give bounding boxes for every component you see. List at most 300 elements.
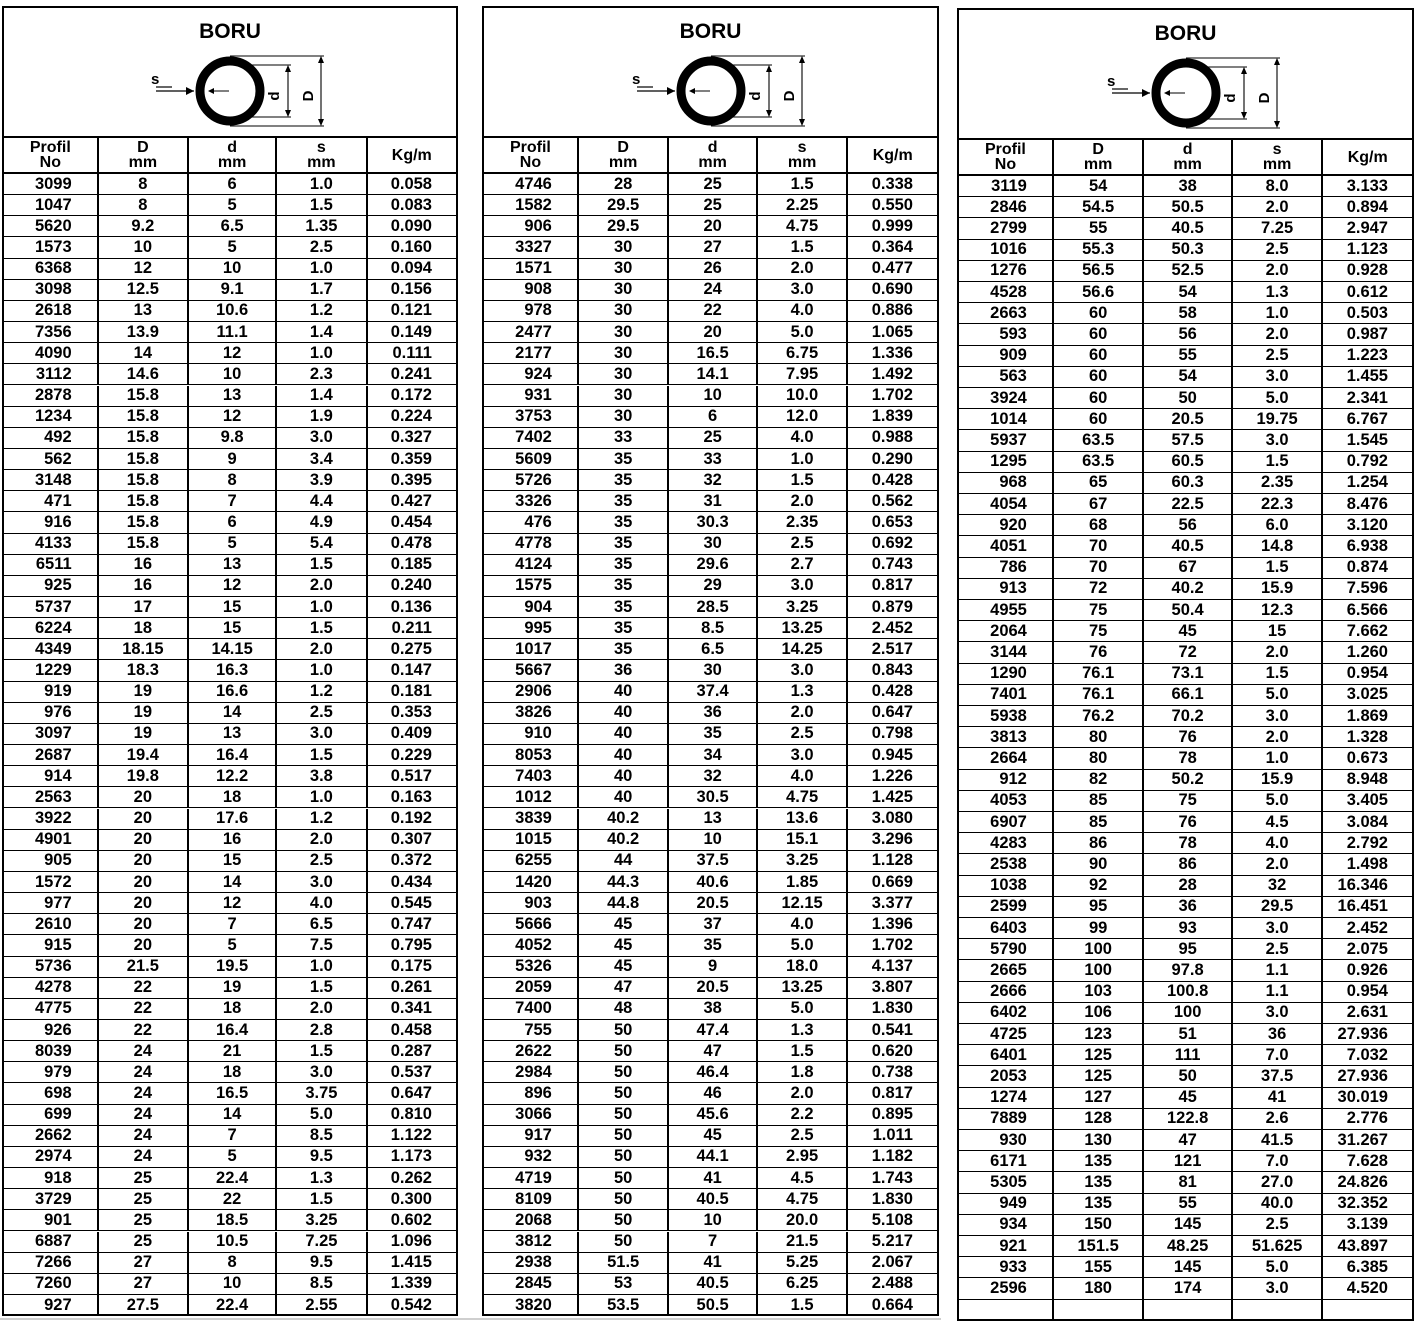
cell-inner-diameter: 12: [187, 407, 275, 427]
bottom-divider: [0, 1318, 941, 1320]
cell-weight-per-meter: 0.562: [846, 491, 937, 511]
cell-outer-diameter: 76.2: [1052, 706, 1143, 726]
pipe-cross-section-diagram: [627, 48, 827, 133]
table-row: [959, 240, 1412, 261]
cell-wall-thickness: 8.5: [275, 1274, 365, 1294]
column-header-line: mm: [1262, 156, 1292, 173]
column-header-line: s: [797, 139, 807, 156]
cell-weight-per-meter: 2.452: [1321, 918, 1412, 938]
diagram-label-s: s: [1107, 73, 1116, 90]
cell-inner-diameter: 15: [187, 597, 275, 617]
cell-weight-per-meter: 0.988: [846, 428, 937, 448]
cell-inner-diameter: 122.8: [1142, 1109, 1230, 1129]
cell-outer-diameter: 180: [1052, 1278, 1143, 1298]
cell-wall-thickness: 6.75: [756, 343, 847, 363]
cell-weight-per-meter: 27.936: [1321, 1024, 1412, 1044]
cell-inner-diameter: 13: [187, 724, 275, 744]
cell-profil-no: 755: [524, 1020, 552, 1039]
table-row: [484, 957, 937, 978]
cell-inner-diameter: 97.8: [1142, 960, 1230, 980]
cell-weight-per-meter: 0.434: [366, 872, 456, 892]
cell-outer-diameter: 130: [1052, 1130, 1143, 1150]
cell-outer-diameter: 25: [97, 1232, 187, 1252]
column-header-outer-diameter: [577, 138, 668, 172]
table-row: [4, 703, 456, 724]
cell-wall-thickness: 2.5: [1231, 240, 1322, 260]
column-header-line: No: [519, 154, 542, 171]
cell-profil-no: 3729: [34, 1189, 72, 1208]
cell-profil-no: 2059: [515, 978, 552, 997]
cell-outer-diameter: 18.3: [97, 660, 187, 680]
cell-wall-thickness: 1.5: [756, 237, 847, 257]
diagram-holder: [1102, 50, 1302, 140]
cell-outer-diameter: 35: [577, 639, 668, 659]
cell-profil-no: 904: [524, 597, 552, 616]
cell-wall-thickness: 1.5: [756, 470, 847, 490]
cell-wall-thickness: 15: [1231, 621, 1322, 641]
cell-outer-diameter: 53: [577, 1274, 668, 1294]
cell-inner-diameter: 76: [1142, 812, 1230, 832]
cell-inner-diameter: 16.4: [187, 745, 275, 765]
cell-weight-per-meter: 0.427: [366, 491, 456, 511]
cell-wall-thickness: 2.5: [1231, 1215, 1322, 1235]
cell-outer-diameter: 35: [577, 534, 668, 554]
cell-weight-per-meter: 0.240: [366, 576, 456, 596]
cell-weight-per-meter: 7.596: [1321, 579, 1412, 599]
cell-weight-per-meter: 8.948: [1321, 770, 1412, 790]
cell-weight-per-meter: 1.065: [846, 322, 937, 342]
cell-inner-diameter: 25: [667, 174, 755, 194]
cell-inner-diameter: 5: [187, 195, 275, 215]
cell-profil-no: 4528: [990, 282, 1027, 301]
table-body: [484, 174, 937, 1316]
panel-title: BORU: [1154, 22, 1217, 45]
cell-weight-per-meter: 0.747: [366, 914, 456, 934]
cell-outer-diameter: 40: [577, 766, 668, 786]
cell-outer-diameter: 36: [577, 660, 668, 680]
table-row: [484, 449, 937, 470]
table-row: [484, 428, 937, 449]
cell-inner-diameter: 40.6: [667, 872, 755, 892]
table-row: [959, 621, 1412, 642]
cell-profil-no: 977: [44, 893, 72, 912]
cell-weight-per-meter: 8.476: [1321, 494, 1412, 514]
cell-weight-per-meter: 1.415: [366, 1253, 456, 1273]
cell-wall-thickness: 5.0: [1231, 685, 1322, 705]
cell-weight-per-meter: 3.025: [1321, 685, 1412, 705]
table-row: [4, 935, 456, 956]
cell-weight-per-meter: 0.669: [846, 872, 937, 892]
table-row: [4, 639, 456, 660]
cell-outer-diameter: 68: [1052, 515, 1143, 535]
cell-wall-thickness: 1.5: [275, 978, 365, 998]
boru-table-panel: [957, 8, 1414, 1321]
cell-weight-per-meter: 1.743: [846, 1168, 937, 1188]
column-header-line: mm: [217, 154, 247, 171]
table-row: [484, 1020, 937, 1041]
cell-inner-diameter: 18: [187, 999, 275, 1019]
cell-profil-no: 2845: [515, 1274, 552, 1293]
cell-inner-diameter: 45: [667, 1126, 755, 1146]
table-row: [4, 978, 456, 999]
cell-profil-no: 8053: [515, 745, 552, 764]
cell-weight-per-meter: 2.631: [1321, 1003, 1412, 1023]
cell-profil-no: 1420: [515, 872, 552, 891]
cell-outer-diameter: 44: [577, 851, 668, 871]
cell-weight-per-meter: 1.011: [846, 1126, 937, 1146]
cell-wall-thickness: 3.8: [275, 766, 365, 786]
cell-wall-thickness: 1.4: [275, 322, 365, 342]
cell-weight-per-meter: 0.879: [846, 597, 937, 617]
cell-weight-per-meter: 3.405: [1321, 791, 1412, 811]
cell-wall-thickness: 4.0: [275, 893, 365, 913]
cell-inner-diameter: 22: [187, 1189, 275, 1209]
cell-weight-per-meter: 1.254: [1321, 473, 1412, 493]
cell-profil-no: 7266: [34, 1253, 72, 1272]
table-row: [959, 982, 1412, 1003]
cell-outer-diameter: 40: [577, 682, 668, 702]
cell-profil-no: 699: [44, 1105, 72, 1124]
table-row: [959, 1236, 1412, 1257]
cell-weight-per-meter: 3.133: [1321, 176, 1412, 196]
diagram-holder: [146, 48, 346, 138]
cell-profil-no: 3813: [990, 727, 1027, 746]
table-row: [484, 1232, 937, 1253]
cell-weight-per-meter: 0.163: [366, 787, 456, 807]
table-row: [4, 555, 456, 576]
cell-wall-thickness: 2.0: [1231, 324, 1322, 344]
cell-wall-thickness: 1.0: [275, 957, 365, 977]
cell-wall-thickness: 4.5: [756, 1168, 847, 1188]
cell-weight-per-meter: 1.182: [846, 1147, 937, 1167]
table-row: [959, 579, 1412, 600]
cell-profil-no: 978: [524, 301, 552, 320]
table-row: [959, 1130, 1412, 1151]
table-row: [959, 1003, 1412, 1024]
cell-outer-diameter: 55.3: [1052, 240, 1143, 260]
cell-weight-per-meter: 0.792: [1321, 452, 1412, 472]
cell-weight-per-meter: 3.084: [1321, 812, 1412, 832]
table-row: [959, 812, 1412, 833]
column-header-wall-thickness: [1231, 140, 1322, 174]
table-row: [484, 1295, 937, 1316]
cell-inner-diameter: 16.5: [187, 1083, 275, 1103]
table-row: [959, 897, 1412, 918]
cell-weight-per-meter: 0.224: [366, 407, 456, 427]
cell-inner-diameter: 12.2: [187, 766, 275, 786]
cell-wall-thickness: 19.75: [1231, 409, 1322, 429]
cell-profil-no: 925: [44, 576, 72, 595]
cell-inner-diameter: 26: [667, 259, 755, 279]
cell-profil-no: 7356: [34, 322, 72, 341]
table-row: [484, 470, 937, 491]
cell-outer-diameter: 18.15: [97, 639, 187, 659]
cell-weight-per-meter: 0.738: [846, 1062, 937, 1082]
cell-wall-thickness: 1.1: [1231, 960, 1322, 980]
table-row: [484, 1041, 937, 1062]
table-row: [4, 1253, 456, 1274]
cell-inner-diameter: 31: [667, 491, 755, 511]
cell-profil-no: 7401: [990, 685, 1027, 704]
cell-inner-diameter: 50.2: [1142, 770, 1230, 790]
cell-profil-no: 1582: [515, 195, 552, 214]
cell-profil-no: 7400: [515, 999, 552, 1018]
cell-wall-thickness: 4.0: [756, 428, 847, 448]
column-header-outer-diameter: [97, 138, 187, 172]
table-row: [959, 918, 1412, 939]
cell-outer-diameter: 35: [577, 597, 668, 617]
cell-profil-no: 2687: [34, 745, 72, 764]
cell-outer-diameter: 151.5: [1052, 1236, 1143, 1256]
cell-wall-thickness: 8.0: [1231, 176, 1322, 196]
cell-weight-per-meter: 0.181: [366, 682, 456, 702]
table-row: [959, 600, 1412, 621]
cell-wall-thickness: 1.0: [1231, 303, 1322, 323]
cell-wall-thickness: 1.0: [275, 174, 365, 194]
cell-wall-thickness: 1.9: [275, 407, 365, 427]
cell-outer-diameter: 8: [97, 174, 187, 194]
cell-weight-per-meter: 0.287: [366, 1041, 456, 1061]
cell-weight-per-meter: 43.897: [1321, 1236, 1412, 1256]
cell-weight-per-meter: 0.262: [366, 1168, 456, 1188]
cell-outer-diameter: 27: [97, 1253, 187, 1273]
cell-profil-no: 5305: [990, 1172, 1027, 1191]
cell-profil-no: 2662: [34, 1126, 72, 1145]
cell-weight-per-meter: 0.458: [366, 1020, 456, 1040]
cell-outer-diameter: 60: [1052, 367, 1143, 387]
cell-inner-diameter: 20: [667, 216, 755, 236]
cell-weight-per-meter: 0.338: [846, 174, 937, 194]
cell-profil-no: 2622: [515, 1041, 552, 1060]
cell-profil-no: 995: [524, 618, 552, 637]
cell-profil-no: 931: [524, 386, 552, 405]
table-row: [4, 1126, 456, 1147]
cell-outer-diameter: 40.2: [577, 830, 668, 850]
cell-weight-per-meter: 1.702: [846, 386, 937, 406]
table-row: [484, 1083, 937, 1104]
cell-weight-per-meter: 0.149: [366, 322, 456, 342]
cell-profil-no: 908: [524, 280, 552, 299]
cell-weight-per-meter: 0.058: [366, 174, 456, 194]
column-header-line: Kg/m: [1347, 148, 1388, 166]
cell-wall-thickness: 3.0: [1231, 1278, 1322, 1298]
cell-wall-thickness: 1.2: [275, 809, 365, 829]
cell-profil-no: 4746: [515, 174, 552, 193]
cell-inner-diameter: 10: [667, 1210, 755, 1230]
column-header-line: mm: [608, 154, 638, 171]
cell-weight-per-meter: 24.826: [1321, 1172, 1412, 1192]
cell-inner-diameter: 50: [1142, 1066, 1230, 1086]
cell-inner-diameter: 8.5: [667, 618, 755, 638]
cell-outer-diameter: 30: [577, 386, 668, 406]
cell-profil-no: 4052: [515, 935, 552, 954]
cell-profil-no: 2664: [990, 748, 1027, 767]
cell-wall-thickness: 4.0: [1231, 833, 1322, 853]
cell-inner-diameter: 15: [187, 618, 275, 638]
cell-weight-per-meter: 2.792: [1321, 833, 1412, 853]
cell-wall-thickness: 15.9: [1231, 770, 1322, 790]
cell-inner-diameter: 25: [667, 195, 755, 215]
cell-weight-per-meter: 6.385: [1321, 1257, 1412, 1277]
cell-inner-diameter: 30.3: [667, 512, 755, 532]
cell-weight-per-meter: 0.211: [366, 618, 456, 638]
cell-weight-per-meter: 0.954: [1321, 982, 1412, 1002]
column-header-row: [484, 138, 937, 174]
cell-outer-diameter: 24: [97, 1147, 187, 1167]
cell-outer-diameter: 60: [1052, 303, 1143, 323]
cell-inner-diameter: 22.4: [187, 1168, 275, 1188]
cell-outer-diameter: 100: [1052, 939, 1143, 959]
table-row: [484, 660, 937, 681]
cell-outer-diameter: 15.8: [97, 512, 187, 532]
cell-profil-no: 7889: [990, 1109, 1027, 1128]
cell-wall-thickness: 3.0: [1231, 367, 1322, 387]
cell-inner-diameter: 45: [1142, 621, 1230, 641]
cell-inner-diameter: 14.15: [187, 639, 275, 659]
cell-outer-diameter: 45: [577, 914, 668, 934]
cell-weight-per-meter: 0.083: [366, 195, 456, 215]
cell-wall-thickness: 1.0: [275, 660, 365, 680]
cell-profil-no: 3119: [991, 176, 1027, 195]
cell-inner-diameter: 20.5: [1142, 409, 1230, 429]
table-row: [4, 787, 456, 808]
cell-profil-no: 903: [524, 893, 552, 912]
cell-profil-no: 2618: [34, 301, 72, 320]
cell-inner-diameter: 9: [187, 449, 275, 469]
cell-wall-thickness: 5.0: [756, 999, 847, 1019]
table-row: [959, 876, 1412, 897]
cell-wall-thickness: 2.5: [275, 703, 365, 723]
cell-inner-diameter: 45.6: [667, 1105, 755, 1125]
cell-outer-diameter: 35: [577, 576, 668, 596]
cell-inner-diameter: 20.5: [667, 893, 755, 913]
cell-wall-thickness: 1.7: [275, 280, 365, 300]
column-header-line: s: [316, 139, 326, 156]
cell-inner-diameter: 50: [1142, 388, 1230, 408]
table-row: [4, 682, 456, 703]
table-row: [4, 195, 456, 216]
table-row: [484, 1147, 937, 1168]
cell-profil-no: 2610: [34, 914, 72, 933]
cell-weight-per-meter: 0.653: [846, 512, 937, 532]
table-row: [484, 914, 937, 935]
cell-wall-thickness: 1.5: [756, 1041, 847, 1061]
cell-inner-diameter: 100: [1142, 1003, 1230, 1023]
cell-profil-no: 896: [524, 1084, 552, 1102]
column-header-inner-diameter: [1142, 140, 1230, 174]
table-row: [4, 364, 456, 385]
cell-outer-diameter: 47: [577, 978, 668, 998]
cell-outer-diameter: 35: [577, 555, 668, 575]
cell-inner-diameter: 55: [1142, 346, 1230, 366]
cell-weight-per-meter: 7.032: [1321, 1045, 1412, 1065]
cell-outer-diameter: 99: [1052, 918, 1143, 938]
cell-wall-thickness: 3.25: [756, 851, 847, 871]
cell-outer-diameter: 27: [97, 1274, 187, 1294]
cell-wall-thickness: 2.5: [1231, 346, 1322, 366]
cell-inner-diameter: 37.5: [667, 851, 755, 871]
cell-outer-diameter: 15.8: [97, 386, 187, 406]
cell-wall-thickness: 1.5: [1231, 452, 1322, 472]
cell-outer-diameter: 10: [97, 237, 187, 257]
cell-outer-diameter: 29.5: [577, 195, 668, 215]
cell-wall-thickness: 3.0: [756, 745, 847, 765]
cell-weight-per-meter: 6.566: [1321, 600, 1412, 620]
cell-inner-diameter: 46: [667, 1083, 755, 1103]
cell-wall-thickness: 13.25: [756, 618, 847, 638]
cell-profil-no: 4901: [34, 830, 72, 849]
cell-outer-diameter: 30: [577, 301, 668, 321]
cell-wall-thickness: 2.5: [275, 851, 365, 871]
cell-outer-diameter: 123: [1052, 1024, 1143, 1044]
cell-wall-thickness: 4.4: [275, 491, 365, 511]
column-header-line: mm: [1083, 156, 1113, 173]
cell-outer-diameter: 60: [1052, 346, 1143, 366]
cell-profil-no: 8109: [515, 1189, 552, 1208]
cell-inner-diameter: 12: [187, 343, 275, 363]
cell-weight-per-meter: 3.080: [846, 809, 937, 829]
cell-wall-thickness: 2.0: [1231, 727, 1322, 747]
cell-outer-diameter: 16: [97, 555, 187, 575]
cell-inner-diameter: 55: [1142, 1194, 1230, 1214]
cell-outer-diameter: 85: [1052, 791, 1143, 811]
table-row: [484, 978, 937, 999]
cell-outer-diameter: 80: [1052, 727, 1143, 747]
cell-wall-thickness: 2.0: [756, 1083, 847, 1103]
cell-weight-per-meter: 1.830: [846, 1189, 937, 1209]
table-row: [4, 1295, 456, 1316]
cell-weight-per-meter: 0.229: [366, 745, 456, 765]
table-row: [484, 407, 937, 428]
cell-profil-no: 2974: [34, 1147, 72, 1166]
cell-weight-per-meter: 0.817: [846, 576, 937, 596]
cell-inner-diameter: 6.5: [187, 216, 275, 236]
table-row: [4, 851, 456, 872]
table-row: [484, 1253, 937, 1274]
table-row: [959, 939, 1412, 960]
cell-wall-thickness: 2.0: [275, 576, 365, 596]
cell-weight-per-meter: 3.296: [846, 830, 937, 850]
cell-weight-per-meter: 1.869: [1321, 706, 1412, 726]
boru-table-panel: [2, 6, 458, 1316]
table-row: [959, 791, 1412, 812]
table-row: [484, 364, 937, 385]
cell-inner-diameter: 40.5: [1142, 536, 1230, 556]
cell-wall-thickness: 5.0: [756, 322, 847, 342]
table-row: [4, 872, 456, 893]
table-row: [484, 745, 937, 766]
cell-inner-diameter: 22: [667, 301, 755, 321]
table-row: [484, 639, 937, 660]
cell-inner-diameter: 20.5: [667, 978, 755, 998]
cell-profil-no: 1573: [34, 238, 72, 256]
cell-wall-thickness: 2.0: [275, 830, 365, 850]
cell-inner-diameter: 35: [667, 724, 755, 744]
cell-inner-diameter: 21: [187, 1041, 275, 1061]
table-row: [4, 1210, 456, 1231]
cell-wall-thickness: 29.5: [1231, 897, 1322, 917]
cell-wall-thickness: 3.0: [275, 1062, 365, 1082]
cell-outer-diameter: [1052, 1300, 1143, 1321]
cell-inner-diameter: 50.3: [1142, 240, 1230, 260]
cell-profil-no: 919: [44, 682, 72, 701]
column-header-profil-no: [959, 140, 1052, 174]
cell-profil-no: 5938: [990, 706, 1027, 725]
table-row: [484, 999, 937, 1020]
cell-inner-diameter: 34: [667, 745, 755, 765]
table-row: [959, 854, 1412, 875]
cell-weight-per-meter: 0.550: [846, 195, 937, 215]
